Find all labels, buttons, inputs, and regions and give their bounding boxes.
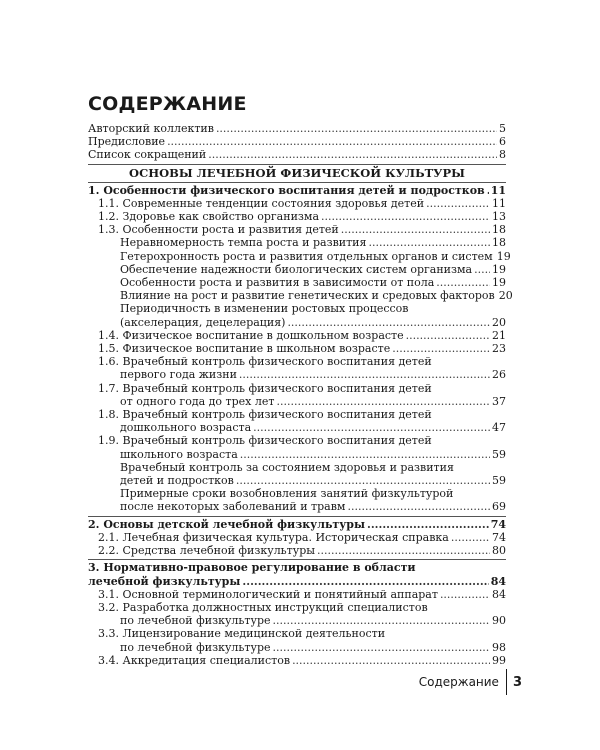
toc-entry-label: Гетерохронность роста и развития отдельных органов и систем <box>120 249 493 263</box>
footer-divider <box>506 669 507 695</box>
toc-entry-label: 1.4. Физическое воспитание в дошкольном возрасте <box>98 328 404 342</box>
toc-chapter-3[interactable] <box>88 575 506 588</box>
divider <box>88 164 506 165</box>
dot-leader <box>208 148 497 161</box>
toc-entry-page: 84 <box>492 587 506 601</box>
toc-entry-line: 1.6. Врачебный контроль физического воспитания детей <box>98 355 432 369</box>
toc-subentry[interactable] <box>88 263 506 276</box>
toc-entry-page: 8 <box>499 148 506 162</box>
dot-leader <box>436 276 490 289</box>
dot-leader <box>292 654 490 667</box>
toc-entry-page: 90 <box>492 614 506 628</box>
toc-entry-label: Влияние на рост и развитие генетических и средовых факторов <box>120 289 495 303</box>
toc-subentry-line: Врачебный контроль за состоянием здоровья и развития <box>120 460 454 474</box>
toc-subentry[interactable] <box>88 500 506 513</box>
dot-leader <box>487 184 489 197</box>
toc-subentry[interactable] <box>88 276 506 289</box>
toc-entry-2-2[interactable] <box>88 544 506 557</box>
toc-entry-label: лечебной физкультуры <box>88 574 241 588</box>
toc-entry-label: Неравномерность темпа роста и развития <box>120 236 367 250</box>
running-footer-label: Содержание <box>418 675 499 689</box>
page-number: 3 <box>512 674 522 690</box>
toc-entry-label: 2. Основы детской лечебной физкультуры <box>88 517 365 531</box>
toc-entry-label: школьного возраста <box>120 447 238 461</box>
toc-entry-label: 2.1. Лечебная физическая культура. Историческая справка <box>98 530 449 544</box>
dot-leader <box>216 122 497 135</box>
toc-entry-page: 26 <box>492 368 506 382</box>
toc-entry-page: 20 <box>492 315 506 329</box>
toc-entry-label: Предисловие <box>88 135 166 149</box>
dot-leader <box>341 223 490 236</box>
dot-leader <box>273 614 490 627</box>
section-heading: ОСНОВЫ ЛЕЧЕБНОЙ ФИЗИЧЕСКОЙ КУЛЬТУРЫ <box>129 165 465 180</box>
toc-entry-1-2[interactable] <box>88 210 506 223</box>
toc-entry-label: 1. Особенности физического воспитания детей и подростков <box>88 183 485 197</box>
toc-entry-label: 1.1. Современные тенденции состояния здоровья детей <box>98 196 425 210</box>
toc-entry-page: 18 <box>492 223 506 237</box>
dot-leader <box>474 263 490 276</box>
toc-subentry-line: Примерные сроки возобновления занятий физкультурой <box>120 487 454 501</box>
toc-entry-page: 18 <box>492 236 506 250</box>
dot-leader <box>347 500 490 513</box>
toc-entry-1-7[interactable] <box>88 395 506 408</box>
toc-chapter-line: 3. Нормативно-правовое регулирование в области <box>88 561 416 575</box>
toc-entry-page: 80 <box>492 544 506 558</box>
toc-entry-page: 11 <box>492 196 506 210</box>
divider <box>88 182 506 183</box>
table-of-contents <box>88 122 513 667</box>
toc-entry-label: Особенности роста и развития в зависимости от пола <box>120 276 435 290</box>
toc-entry-page: 84 <box>490 574 506 588</box>
toc-entry-page: 5 <box>499 122 506 135</box>
toc-entry-label: Обеспечение надежности биологических систем организма <box>120 262 473 276</box>
toc-entry-label: (акселерация, децелерация) <box>120 315 286 329</box>
toc-entry-page: 59 <box>492 474 506 488</box>
toc-entry-label: от одного года до трех лет <box>120 394 275 408</box>
toc-chapter-1[interactable] <box>88 184 506 197</box>
toc-entry-page: 13 <box>492 210 506 224</box>
toc-subentry-line: Периодичность в изменении ростовых процессов <box>120 302 409 316</box>
toc-entry-line: 1.8. Врачебный контроль физического воспитания детей <box>98 408 432 422</box>
toc-entry-label: 1.5. Физическое воспитание в школьном возрасте <box>98 342 391 356</box>
toc-entry-line: 1.9. Врачебный контроль физического воспитания детей <box>98 434 432 448</box>
toc-entry-page: 20 <box>498 289 513 303</box>
toc-entry-page: 19 <box>492 276 506 290</box>
toc-entry-page: 47 <box>492 421 506 435</box>
toc-entry-3-2[interactable] <box>88 614 506 627</box>
toc-entry-3-4[interactable] <box>88 654 506 667</box>
toc-entry-authors[interactable] <box>88 122 506 135</box>
dot-leader <box>321 210 490 223</box>
dot-leader <box>392 342 490 355</box>
toc-entry-label: детей и подростков <box>120 474 234 488</box>
dot-leader <box>253 421 490 434</box>
toc-subentry[interactable] <box>88 289 513 303</box>
toc-entry-label: после некоторых заболеваний и травм <box>120 500 346 514</box>
toc-entry-page: 21 <box>492 328 506 342</box>
toc-entry-page: 6 <box>499 135 506 149</box>
toc-entry-page: 74 <box>490 517 506 531</box>
toc-entry-label: дошкольного возраста <box>120 421 252 435</box>
toc-entry-label: Список сокращений <box>88 148 207 162</box>
dot-leader <box>276 395 490 408</box>
toc-entry-label: 3.4. Аккредитация специалистов <box>98 653 291 667</box>
toc-entry-page: 37 <box>492 394 506 408</box>
toc-entry-label: 1.3. Особенности роста и развития детей <box>98 223 339 237</box>
dot-leader <box>236 474 490 487</box>
dot-leader <box>367 518 489 531</box>
dot-leader <box>273 641 490 654</box>
toc-entry-1-4[interactable] <box>88 329 506 342</box>
dot-leader <box>317 544 490 557</box>
dot-leader <box>242 575 488 588</box>
toc-entry-page: 69 <box>492 500 506 514</box>
toc-subentry[interactable] <box>88 316 506 329</box>
toc-entry-page: 99 <box>492 653 506 667</box>
dot-leader <box>287 316 490 329</box>
toc-entry-preface[interactable] <box>88 135 506 148</box>
toc-entry-line: 1.7. Врачебный контроль физического воспитания детей <box>98 381 432 395</box>
dot-leader <box>440 588 490 601</box>
page-footer <box>419 669 522 695</box>
dot-leader <box>406 329 490 342</box>
toc-entry-page: 19 <box>496 249 511 263</box>
dot-leader <box>368 236 490 249</box>
toc-entry-2-1[interactable] <box>88 531 506 544</box>
toc-entry-3-3[interactable] <box>88 641 506 654</box>
toc-entry-line: 3.2. Разработка должностных инструкций специалистов <box>98 600 428 614</box>
toc-entry-1-3[interactable] <box>88 223 506 236</box>
toc-chapter-2[interactable] <box>88 518 506 531</box>
toc-entry-label: первого года жизни <box>120 368 237 382</box>
toc-entry-label: 2.2. Средства лечебной физкультуры <box>98 544 316 558</box>
toc-subentry[interactable] <box>88 249 511 263</box>
toc-entry-abbreviations[interactable] <box>88 148 506 161</box>
toc-entry-page: 59 <box>492 447 506 461</box>
toc-entry-page: 19 <box>492 262 506 276</box>
toc-subentry[interactable] <box>88 474 506 487</box>
toc-entry-page: 74 <box>492 530 506 544</box>
dot-leader <box>167 135 497 148</box>
toc-subentry[interactable] <box>88 236 506 249</box>
toc-entry-label: Авторский коллектив <box>88 122 214 135</box>
toc-entry-label: 1.2. Здоровье как свойство организма <box>98 210 320 224</box>
dot-leader <box>239 368 490 381</box>
toc-entry-page: 98 <box>492 640 506 654</box>
toc-entry-1-8[interactable] <box>88 421 506 434</box>
page-title: СОДЕРЖАНИЕ <box>88 93 247 115</box>
dot-leader <box>426 197 490 210</box>
toc-entry-1-1[interactable] <box>88 197 506 210</box>
toc-entry-label: по лечебной физкультуре <box>120 614 271 628</box>
dot-leader <box>451 531 490 544</box>
toc-entry-label: 3.1. Основной терминологический и понятийный аппарат <box>98 587 438 601</box>
dot-leader <box>240 448 490 461</box>
toc-entry-1-9[interactable] <box>88 448 506 461</box>
toc-entry-1-5[interactable] <box>88 342 506 355</box>
toc-entry-page: 23 <box>492 342 506 356</box>
toc-entry-3-1[interactable] <box>88 588 506 601</box>
divider <box>88 516 506 517</box>
divider <box>88 559 506 560</box>
toc-entry-page: 11 <box>490 183 506 197</box>
toc-entry-label: по лечебной физкультуре <box>120 640 271 654</box>
toc-entry-line: 3.3. Лицензирование медицинской деятельности <box>98 627 386 641</box>
toc-entry-1-6[interactable] <box>88 368 506 381</box>
